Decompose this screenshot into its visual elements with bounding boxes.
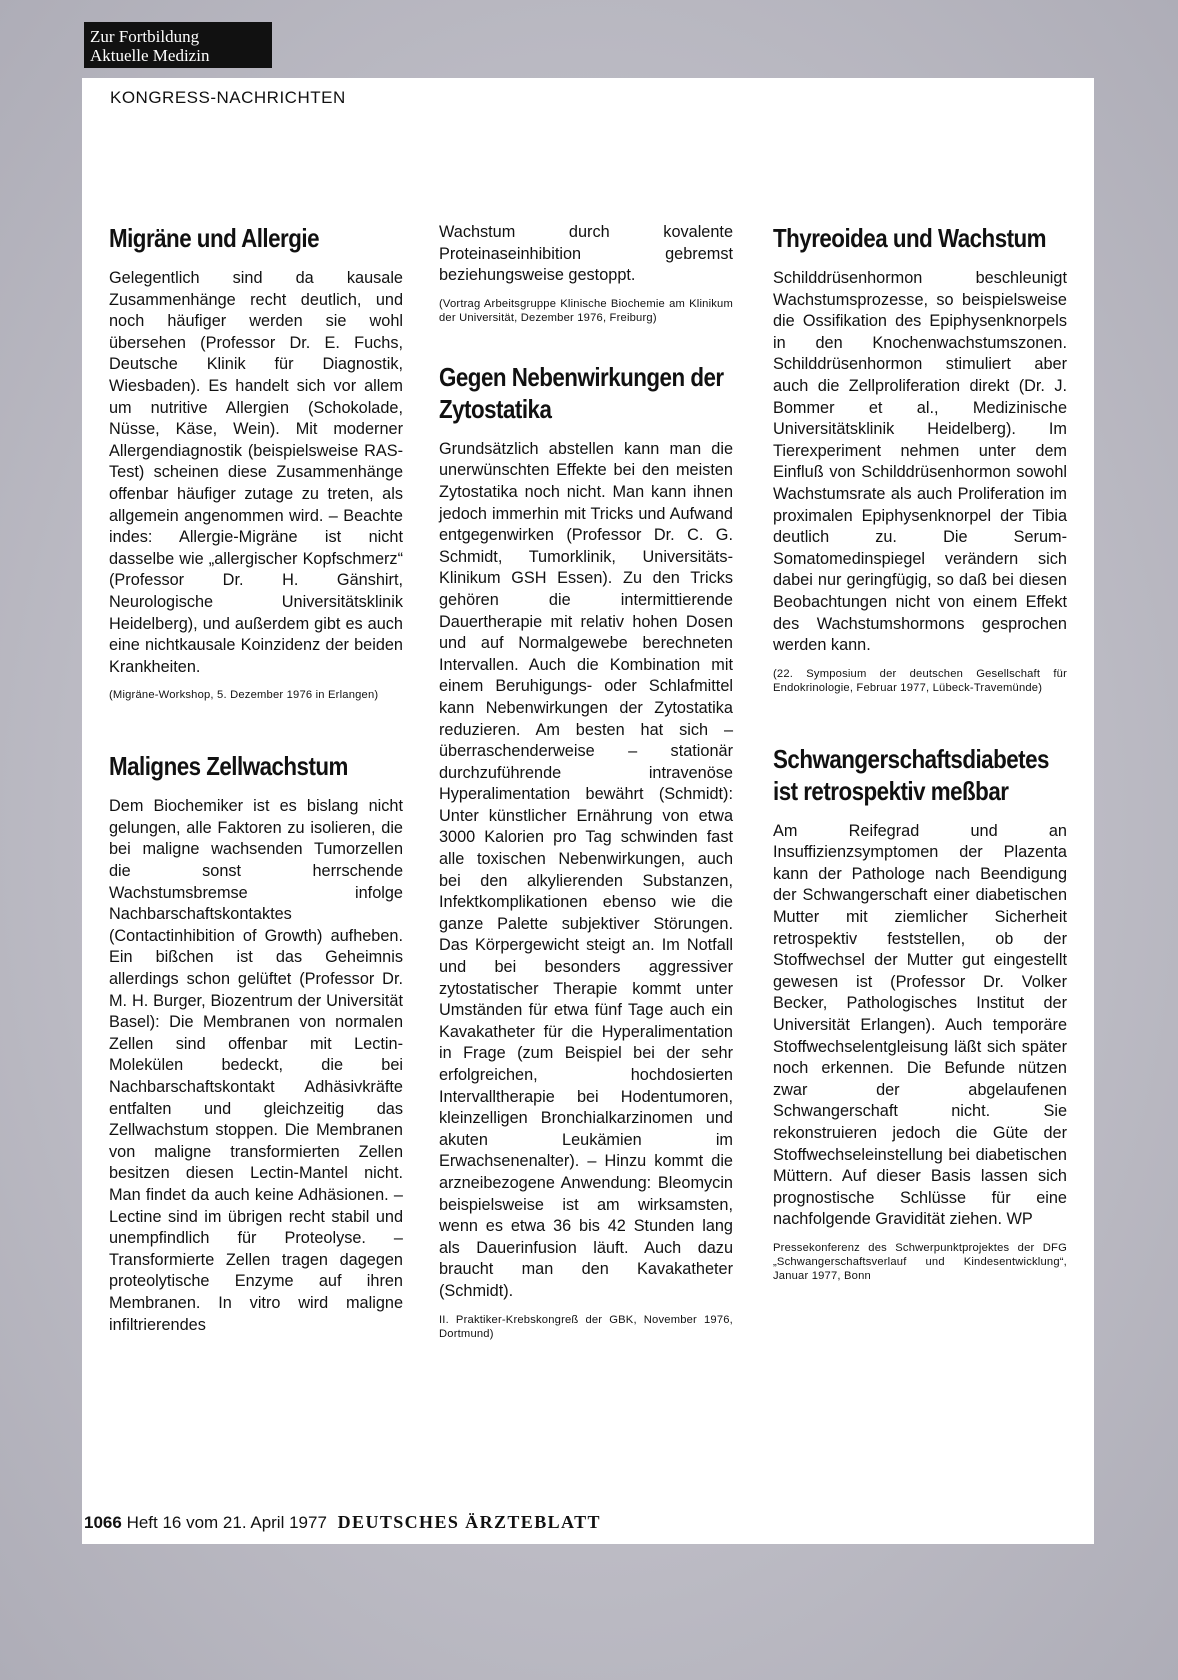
section-label-line-2: Aktuelle Medizin bbox=[90, 46, 210, 65]
headline-zellwachstum: Malignes Zellwachstum bbox=[109, 751, 348, 782]
body-thyreoidea: Schilddrüsenhormon beschleunigt Wachstumsprozesse, so beispielsweise die Ossifikation des Epiphysenknorpels in den Knochenwachstumszonen. Schilddrüsenhormon stimuliert aber auch die Zellproliferation direkt (Dr. J. Bommer et al., Medizinische Universitätsklinik Heidelberg). Im Tierexperiment nehmen unter dem Einfluß von Schilddrüsenhormon sowohl Wachstumsrate als auch Proliferation im proximalen Epiphysenknorpel der Tibia deutlich zu. Die Serum-Somatomedinspiegel verändern sich dabei nur geringfügig, so daß bei diesen Beobachtungen nicht von einem Effekt des Wachstumshormons gesprochen werden kann. bbox=[773, 269, 1067, 655]
body-migraene: Gelegentlich sind da kausale Zusammenhänge recht deutlich, und noch häufiger werden sie wohl übersehen (Professor Dr. E. Fuchs, Deutsche Klinik für Diagnostik, Wiesbaden). Es handelt sich vor allem um nutritive Allergien (Schokolade, Nüsse, Käse, Wein). Mit moderner Allergendiagnostik (beispielsweise RAS-Test) scheinen diese Zusammenhänge offenbar häufiger zutage zu treten, als allgemein angenommen wird. – Beachte indes: Allergie-Migräne ist nicht dasselbe wie „allergischer Kopfschmerz“ (Professor Dr. H. Gänshirt, Neurologische Universitätsklinik Heidelberg), und außerdem gibt es auch eine nichtkausale Koinzidenz der beiden Krankheiten. bbox=[109, 269, 403, 676]
source-diabetes: Pressekonferenz des Schwerpunktprojektes der DFG „Schwangerschaftsverlauf und Kindesentwicklung“, Januar 1977, Bonn bbox=[773, 1241, 1067, 1282]
headline-migraene: Migräne und Allergie bbox=[109, 223, 320, 253]
page-number: 1066 bbox=[84, 1513, 122, 1532]
section-label-line-1: Zur Fortbildung bbox=[90, 27, 200, 46]
body-diabetes: Am Reifegrad und an Insuffizienzsymptomen der Plazenta kann der Pathologe nach Beendigung der Schwangerschaft einer diabetischen Mutter mit ziemlicher Sicherheit retrospektiv feststellen, ob der Stoffwechsel der Mutter gut eingestellt gewesen ist (Professor Dr. Volker Becker, Pathologisches Institut der Universität Erlangen). Auch temporäre Stoffwechselentgleisung läßt sich später noch erkennen. Die Befunde nützen zwar der abgelaufenen Schwangerschaft nicht. Sie rekonstruieren jedoch die Güte der Stoffwechseleinstellung bei diabetischen Müttern. Auf dieser Basis lassen sich prognostische Schlüsse für eine nachfolgende Gravidität ziehen. WP bbox=[773, 821, 1067, 1229]
headline-diabetes: Schwangerschaftsdiabetes ist retrospektiv meßbar bbox=[773, 743, 1049, 806]
issue-info: Heft 16 vom 21. April 1977 bbox=[126, 1513, 327, 1532]
source-thyreoidea: (22. Symposium der deutschen Gesellschaft für Endokrinologie, Februar 1977, Lübeck-Travemünde) bbox=[773, 667, 1067, 694]
rubric-heading: KONGRESS-NACHRICHTEN bbox=[110, 88, 346, 107]
section-label bbox=[84, 22, 272, 68]
source-zytostatika: II. Praktiker-Krebskongreß der GBK, November 1976, Dortmund) bbox=[439, 1313, 733, 1340]
source-migraene: (Migräne-Workshop, 5. Dezember 1976 in Erlangen) bbox=[109, 689, 379, 702]
body-zellwachstum: Dem Biochemiker ist es bislang nicht gelungen, alle Faktoren zu isolieren, die bei maligne wachsenden Tumorzellen die sonst herrschende Wachstumsbremse infolge Nachbarschaftskontaktes (Contactinhibition of Growth) aufheben. Ein bißchen ist das Geheimnis allerdings schon gelüftet (Professor Dr. M. H. Burger, Biozentrum der Universität Basel): Die Membranen von normalen Zellen sind offenbar mit Lectin-Molekülen bedeckt, die bei Nachbarschaftskontakt Adhäsivkräfte entfalten und gleichzeitig das Zellwachstum stoppen. Die Membranen von maligne transformierten Zellen besitzen diesen Lectin-Mantel nicht. Man findet da auch keine Adhäsionen. – Lectine sind im übrigen recht stabil und unempfindlich für Proteolyse. – Transformierte Zellen tragen dagegen proteolytische Enzyme auf ihren Membranen. In vitro wird maligne infiltrierendes bbox=[109, 797, 403, 1334]
body-zytostatika: Grundsätzlich abstellen kann man die unerwünschten Effekte bei den meisten Zytostatika noch nicht. Man kann ihnen jedoch immerhin mit Tricks und Aufwand entgegenwirken (Professor Dr. C. G. Schmidt, Tumorklinik, Universitäts-Klinikum GSH Essen). Zu den Tricks gehören die intermittierende Dauertherapie mit relativ hohen Dosen und auf Normalgewebe berechneten Intervallen. Auch die Kombination mit einem Beruhigungs- oder Schlafmittel kann Nebenwirkungen der Zytostatika reduzieren. Am besten hat sich – überraschenderweise – stationär durchzuführende intravenöse Hyperalimentation bewährt (Schmidt): Unter künstlicher Ernährung von etwa 3000 Kalorien pro Tag schwinden fast alle toxischen Nebenwirkungen, auch bei den alkylierenden Substanzen, Infektkomplikationen ebenso wie die ganze Palette subjektiver Störungen. Das Körpergewicht steigt an. Im Notfall und bei besonders aggressiver zytostatischer Therapie kommt unter Umständen für etwa fünf Tage auch ein Kavakatheter für die Hyperalimentation in Frage (zum Beispiel bei der sehr erfolgreichen, hochdosierten Intervalltherapie bei Hodentumoren, kleinzelligen Bronchialkarzinomen und akuten Leukämien im Erwachsenenalter). – Hinzu kommt die arzneibezogene Anwendung: Bleomycin beispielsweise ist am wirksamsten, wenn es etwa 36 bis 42 Stunden lang als Dauerinfusion läuft. Auch dazu braucht man den Kavakatheter (Schmidt). bbox=[439, 439, 733, 1300]
journal-name: DEUTSCHES ÄRZTEBLATT bbox=[337, 1512, 601, 1532]
page-footer bbox=[84, 1512, 601, 1533]
body-zellwachstum-continued: Wachstum durch kovalente Proteinaseinhibition gebremst beziehungsweise gestoppt. bbox=[439, 223, 733, 285]
source-zellwachstum: (Vortrag Arbeitsgruppe Klinische Biochemie am Klinikum der Universität, Dezember 1976, Freiburg) bbox=[439, 297, 733, 324]
headline-zytostatika: Gegen Nebenwirkungen der Zytostatika bbox=[439, 361, 724, 424]
column-2 bbox=[439, 222, 733, 1341]
column-1 bbox=[109, 222, 403, 1336]
headline-thyreoidea: Thyreoidea und Wachstum bbox=[773, 223, 1047, 253]
column-3 bbox=[773, 222, 1067, 1283]
